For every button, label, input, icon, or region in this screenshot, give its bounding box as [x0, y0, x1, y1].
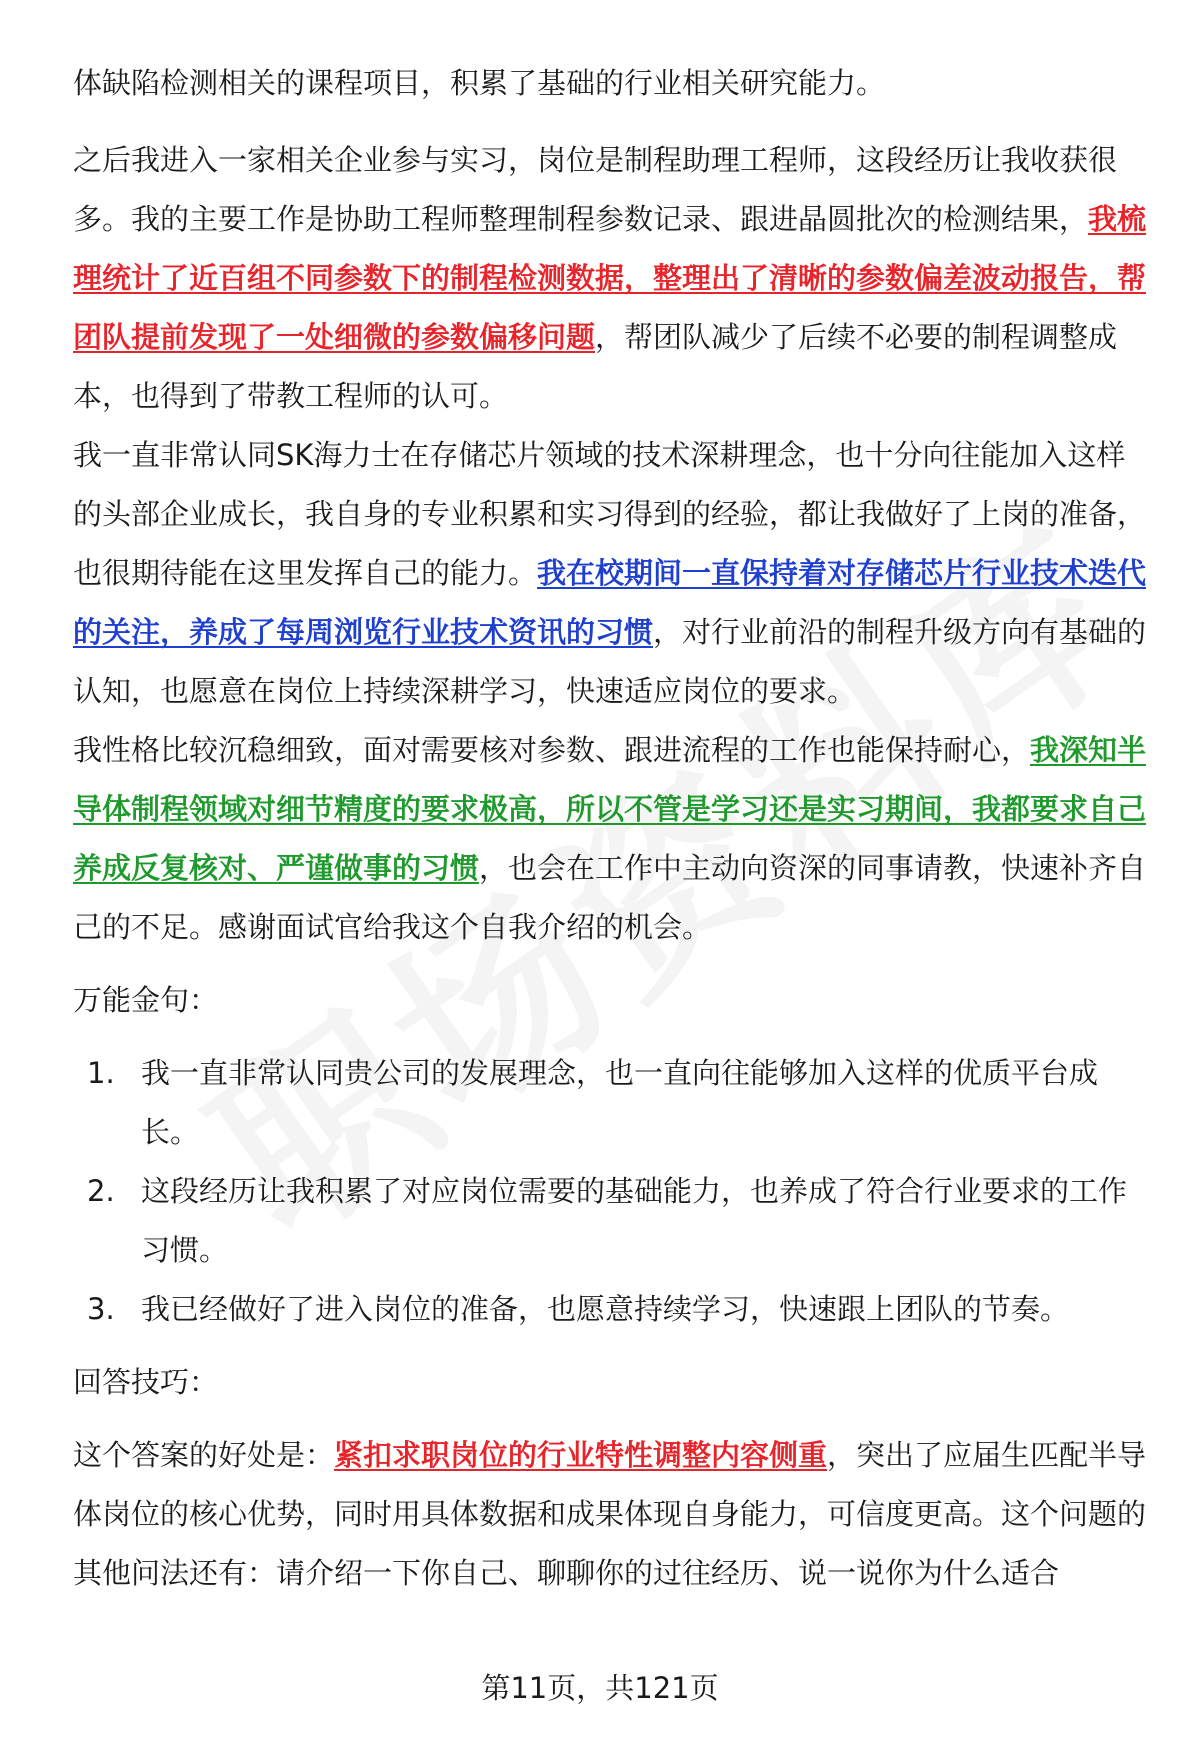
- paragraph-2-text-a: 之后我进入一家相关企业参与实习，岗位是制程助理工程师，这段经历让我收获很多。我的主要工作是协助工程师整理制程参数记录、跟进晶圆批次的检测结果，: [73, 143, 1118, 236]
- document-body: [73, 54, 1153, 1603]
- answer-tips-paragraph: [73, 1426, 1153, 1603]
- list-item: [87, 1162, 1153, 1280]
- paragraph-4: [73, 721, 1153, 957]
- list-item-number: 2.: [87, 1174, 115, 1208]
- paragraph-3-text-a: 我一直非常认同SK海力士在存储芯片领域的技术深耕理念，也十分向往能加入这样的头部企业成长，我自身的专业积累和实习得到的经验，都让我做好了上岗的准备，也很期待能在这里发挥自己的能力。: [73, 438, 1147, 590]
- paragraph-3: [73, 426, 1153, 721]
- paragraph-2: [73, 131, 1153, 426]
- paragraph-4-text-a: 我性格比较沉稳细致，面对需要核对参数、跟进流程的工作也能保持耐心，: [73, 733, 1031, 767]
- list-item-text: 我一直非常认同贵公司的发展理念，也一直向往能够加入这样的优质平台成长。: [141, 1056, 1099, 1149]
- answer-tips-text-a: 这个答案的好处是：: [73, 1438, 335, 1472]
- list-item-number: 1.: [87, 1056, 115, 1090]
- paragraph-3-text-b: ，对行业前沿的制程升级方向有基础的认知，也愿意在岗位上持续深耕学习，快速适应岗位的要求。: [73, 615, 1147, 708]
- paragraph-2-highlight: 我梳理统计了近百组不同参数下的制程检测数据，整理出了清晰的参数偏差波动报告，帮团队提前发现了一处细微的参数偏移问题: [73, 202, 1147, 354]
- paragraph-3-highlight: 我在校期间一直保持着对存储芯片行业技术迭代的关注，养成了每周浏览行业技术资讯的习惯: [73, 556, 1147, 649]
- paragraph-4-highlight: 我深知半导体制程领域对细节精度的要求极高，所以不管是学习还是实习期间，我都要求自己养成反复核对、严谨做事的习惯: [73, 733, 1147, 885]
- paragraph-4-text-b: ，也会在工作中主动向资深的同事请教，快速补齐自己的不足。感谢面试官给我这个自我介绍的机会。: [73, 851, 1147, 944]
- paragraph-1-text: 体缺陷检测相关的课程项目，积累了基础的行业相关研究能力。: [73, 66, 886, 100]
- list-item-text: 这段经历让我积累了对应岗位需要的基础能力，也养成了符合行业要求的工作习惯。: [141, 1174, 1128, 1267]
- list-item-number: 3.: [87, 1292, 115, 1326]
- paragraph-1: [73, 54, 1153, 113]
- page-number-footer: 第11页，共121页: [481, 1671, 719, 1705]
- list-item: [87, 1044, 1153, 1162]
- golden-sentences-list: [73, 1044, 1153, 1339]
- answer-tips-highlight: 紧扣求职岗位的行业特性调整内容侧重: [334, 1438, 828, 1472]
- golden-sentences-heading: 万能金句：: [73, 983, 219, 1017]
- answer-tips-text-b: ，突出了应届生匹配半导体岗位的核心优势，同时用具体数据和成果体现自身能力，可信度更高。这个问题的其他问法还有：请介绍一下你自己、聊聊你的过往经历、说一说你为什么适合: [73, 1438, 1147, 1590]
- list-item-text: 我已经做好了进入岗位的准备，也愿意持续学习，快速跟上团队的节奏。: [141, 1292, 1070, 1326]
- paragraph-2-text-b: ，帮团队减少了后续不必要的制程调整成本，也得到了带教工程师的认可。: [73, 320, 1118, 413]
- list-item: [87, 1280, 1153, 1339]
- answer-tips-heading: 回答技巧：: [73, 1365, 219, 1399]
